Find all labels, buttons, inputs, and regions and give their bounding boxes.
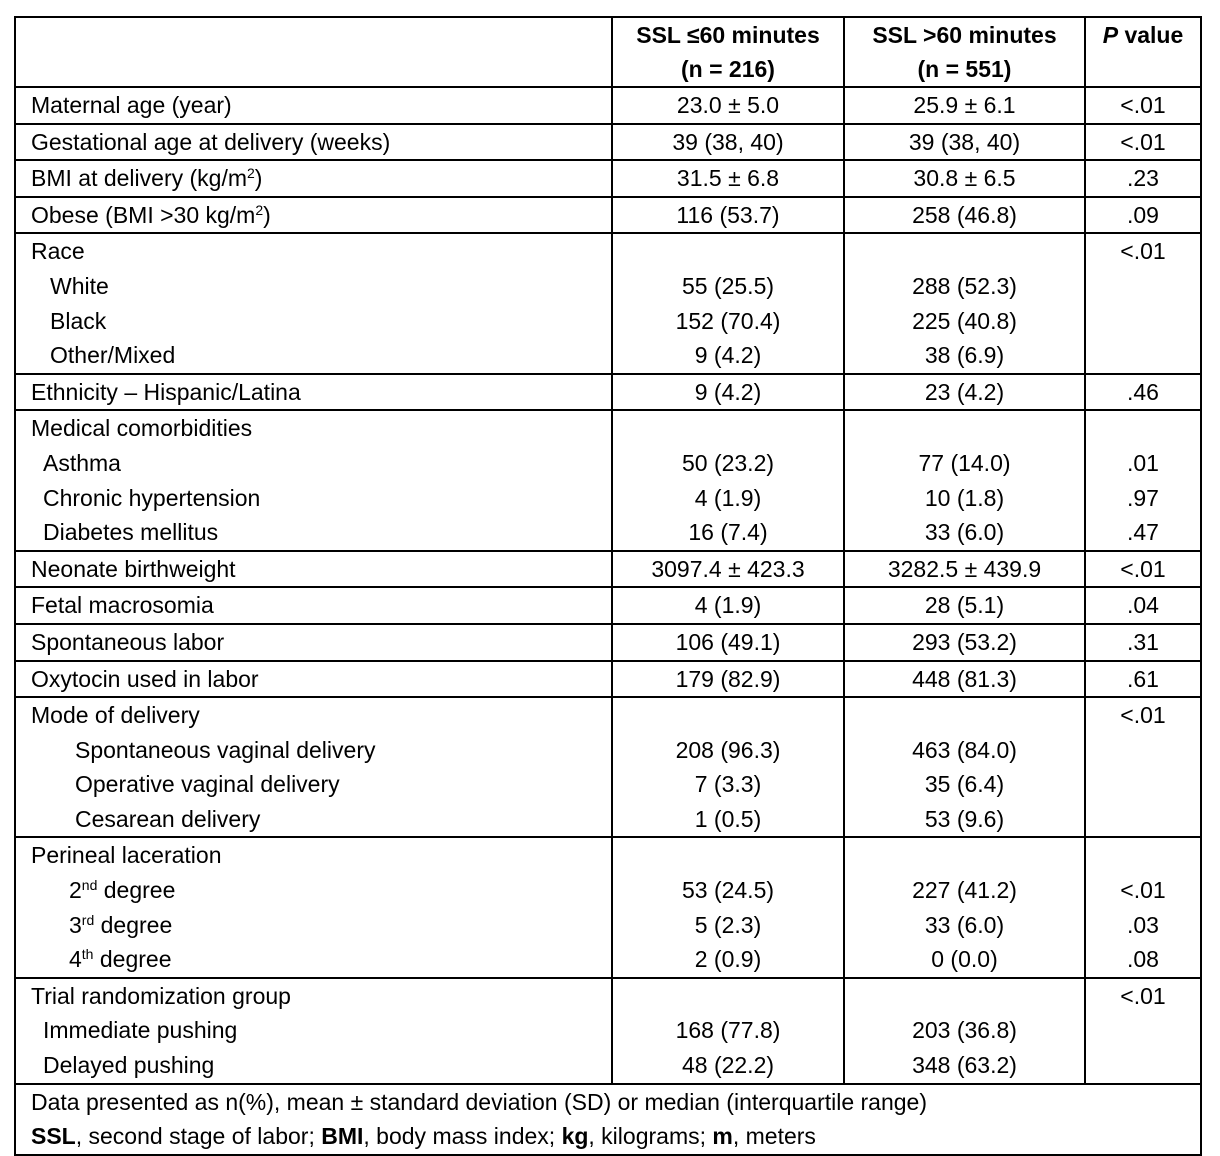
superscript: th xyxy=(81,946,94,963)
cell-group-b: 28 (5.1) xyxy=(844,587,1085,624)
header-group-b xyxy=(844,17,1085,87)
cell-group-a: 168 (77.8) xyxy=(612,1013,844,1048)
row-label: Fetal macrosomia xyxy=(15,587,612,624)
row-label: Medical comorbidities xyxy=(15,410,612,446)
cell-p-value: .23 xyxy=(1085,160,1201,197)
cell-p-value: .47 xyxy=(1085,515,1201,551)
abbr-def: , body mass index; xyxy=(363,1123,562,1150)
cell-group-a: 31.5 ± 6.8 xyxy=(612,160,844,197)
table-row xyxy=(15,802,1201,838)
table-container xyxy=(14,16,1200,1156)
cell-group-a: 179 (82.9) xyxy=(612,661,844,698)
cell-p-value: <.01 xyxy=(1085,978,1201,1014)
table-row xyxy=(15,624,1201,661)
cell-p-value: .04 xyxy=(1085,587,1201,624)
row-label: Perineal laceration xyxy=(15,837,612,873)
row-label xyxy=(15,873,612,908)
row-label-text: ) xyxy=(263,201,271,228)
cell-p-value: .08 xyxy=(1085,942,1201,978)
table-row xyxy=(15,124,1201,161)
superscript: 2 xyxy=(255,201,264,218)
cell-group-b: 258 (46.8) xyxy=(844,197,1085,234)
cell-group-a: 9 (4.2) xyxy=(612,374,844,411)
cell-group-a: 116 (53.7) xyxy=(612,197,844,234)
table-row xyxy=(15,304,1201,339)
cell-group-b xyxy=(844,837,1085,873)
abbr-def: , kilograms; xyxy=(588,1123,713,1150)
cell-group-b: 448 (81.3) xyxy=(844,661,1085,698)
cell-group-a: 5 (2.3) xyxy=(612,908,844,943)
cell-group-b xyxy=(844,410,1085,446)
header-p-italic: P xyxy=(1102,22,1119,48)
row-label: Mode of delivery xyxy=(15,697,612,733)
header-p-value xyxy=(1085,17,1201,87)
cell-p-value: .61 xyxy=(1085,661,1201,698)
cell-group-b: 348 (63.2) xyxy=(844,1048,1085,1084)
footnote xyxy=(15,1084,1201,1155)
cell-p-value: <.01 xyxy=(1085,87,1201,124)
row-label: Race xyxy=(15,233,612,269)
cell-group-b: 30.8 ± 6.5 xyxy=(844,160,1085,197)
footnote-abbreviations xyxy=(31,1119,1200,1154)
table-row xyxy=(15,587,1201,624)
cell-p-value xyxy=(1085,304,1201,339)
abbr-term: SSL xyxy=(31,1123,76,1150)
abbr-term: BMI xyxy=(321,1123,364,1150)
cell-p-value: <.01 xyxy=(1085,697,1201,733)
cell-group-b: 288 (52.3) xyxy=(844,269,1085,304)
cell-group-a xyxy=(612,233,844,269)
cell-p-value xyxy=(1085,733,1201,768)
cell-group-b xyxy=(844,233,1085,269)
row-label-text: degree xyxy=(94,911,173,938)
table-row xyxy=(15,446,1201,481)
cell-group-b xyxy=(844,978,1085,1014)
row-label: Black xyxy=(15,304,612,339)
row-label-text: Obese (BMI >30 kg/m xyxy=(31,201,256,228)
row-label: Delayed pushing xyxy=(15,1048,612,1084)
cell-group-b: 39 (38, 40) xyxy=(844,124,1085,161)
superscript: 2 xyxy=(247,165,255,182)
cell-group-b: 10 (1.8) xyxy=(844,481,1085,516)
cell-group-a: 39 (38, 40) xyxy=(612,124,844,161)
cell-group-b: 225 (40.8) xyxy=(844,304,1085,339)
cell-p-value: .01 xyxy=(1085,446,1201,481)
cell-group-b: 33 (6.0) xyxy=(844,908,1085,943)
cell-p-value xyxy=(1085,269,1201,304)
table-row xyxy=(15,1048,1201,1084)
cell-group-a: 4 (1.9) xyxy=(612,587,844,624)
row-label: Cesarean delivery xyxy=(15,802,612,838)
row-label: Gestational age at delivery (weeks) xyxy=(15,124,612,161)
cell-group-a: 3097.4 ± 423.3 xyxy=(612,551,844,588)
row-label: Oxytocin used in labor xyxy=(15,661,612,698)
row-label: Maternal age (year) xyxy=(15,87,612,124)
table-row xyxy=(15,733,1201,768)
cell-group-b: 227 (41.2) xyxy=(844,873,1085,908)
row-label: Asthma xyxy=(15,446,612,481)
table-row xyxy=(15,269,1201,304)
cell-group-b: 463 (84.0) xyxy=(844,733,1085,768)
header-p-rest: value xyxy=(1118,22,1184,48)
row-label-text: 2 xyxy=(69,877,82,904)
row-label: Operative vaginal delivery xyxy=(15,767,612,802)
cell-group-b: 293 (53.2) xyxy=(844,624,1085,661)
row-label-text: degree xyxy=(97,877,176,904)
cell-group-a: 2 (0.9) xyxy=(612,942,844,978)
table-footer xyxy=(15,1084,1201,1155)
table-row xyxy=(15,233,1201,269)
row-label xyxy=(15,197,612,234)
cell-p-value: <.01 xyxy=(1085,233,1201,269)
cell-group-b: 203 (36.8) xyxy=(844,1013,1085,1048)
table-row xyxy=(15,374,1201,411)
footnote-data-presentation: Data presented as n(%), mean ± standard deviation (SD) or median (interquartile range) xyxy=(31,1088,928,1115)
table-row xyxy=(15,661,1201,698)
header-group-a-n: (n = 216) xyxy=(681,56,775,82)
superscript: rd xyxy=(81,911,95,928)
row-label-text: 4 xyxy=(69,946,82,973)
cell-p-value xyxy=(1085,410,1201,446)
header-group-b-n: (n = 551) xyxy=(917,56,1012,82)
header-group-a-title: SSL ≤60 minutes xyxy=(636,22,820,48)
characteristics-table xyxy=(14,16,1202,1156)
table-row xyxy=(15,160,1201,197)
header-blank xyxy=(15,17,612,87)
cell-group-b: 77 (14.0) xyxy=(844,446,1085,481)
cell-group-a xyxy=(612,978,844,1014)
row-label: Immediate pushing xyxy=(15,1013,612,1048)
table-row xyxy=(15,338,1201,374)
cell-group-b: 25.9 ± 6.1 xyxy=(844,87,1085,124)
row-label-text: BMI at delivery (kg/m xyxy=(31,165,247,192)
abbr-term: kg xyxy=(561,1123,589,1150)
cell-p-value: <.01 xyxy=(1085,551,1201,588)
table-row xyxy=(15,942,1201,978)
table-row xyxy=(15,515,1201,551)
cell-p-value: .46 xyxy=(1085,374,1201,411)
cell-p-value xyxy=(1085,1048,1201,1084)
row-label: Diabetes mellitus xyxy=(15,515,612,551)
table-row xyxy=(15,87,1201,124)
table-row xyxy=(15,1013,1201,1048)
table-row xyxy=(15,873,1201,908)
cell-p-value xyxy=(1085,837,1201,873)
row-label: Ethnicity – Hispanic/Latina xyxy=(15,374,612,411)
table-row xyxy=(15,767,1201,802)
table-row xyxy=(15,978,1201,1014)
cell-group-a: 23.0 ± 5.0 xyxy=(612,87,844,124)
cell-group-b xyxy=(844,697,1085,733)
abbr-def: , meters xyxy=(732,1123,816,1150)
cell-p-value: .03 xyxy=(1085,908,1201,943)
header-group-a xyxy=(612,17,844,87)
abbr-def: , second stage of labor; xyxy=(75,1123,322,1150)
cell-group-b: 35 (6.4) xyxy=(844,767,1085,802)
row-label: Spontaneous labor xyxy=(15,624,612,661)
cell-p-value: <.01 xyxy=(1085,124,1201,161)
cell-group-b: 33 (6.0) xyxy=(844,515,1085,551)
row-label xyxy=(15,908,612,943)
cell-p-value: .31 xyxy=(1085,624,1201,661)
row-label: Spontaneous vaginal delivery xyxy=(15,733,612,768)
table-row xyxy=(15,197,1201,234)
cell-p-value: <.01 xyxy=(1085,873,1201,908)
cell-group-a: 106 (49.1) xyxy=(612,624,844,661)
cell-group-a xyxy=(612,837,844,873)
cell-p-value xyxy=(1085,802,1201,838)
cell-p-value xyxy=(1085,767,1201,802)
cell-group-a: 208 (96.3) xyxy=(612,733,844,768)
cell-group-b: 38 (6.9) xyxy=(844,338,1085,374)
header-row xyxy=(15,17,1201,87)
table-row xyxy=(15,410,1201,446)
cell-group-a: 53 (24.5) xyxy=(612,873,844,908)
cell-p-value: .09 xyxy=(1085,197,1201,234)
table-row xyxy=(15,481,1201,516)
superscript: nd xyxy=(81,877,98,894)
cell-group-b: 53 (9.6) xyxy=(844,802,1085,838)
cell-p-value: .97 xyxy=(1085,481,1201,516)
row-label: White xyxy=(15,269,612,304)
cell-group-a: 48 (22.2) xyxy=(612,1048,844,1084)
row-label: Chronic hypertension xyxy=(15,481,612,516)
table-row xyxy=(15,551,1201,588)
cell-group-b: 23 (4.2) xyxy=(844,374,1085,411)
cell-group-a: 16 (7.4) xyxy=(612,515,844,551)
cell-group-a: 55 (25.5) xyxy=(612,269,844,304)
row-label: Other/Mixed xyxy=(15,338,612,374)
cell-group-a xyxy=(612,697,844,733)
table-row xyxy=(15,908,1201,943)
header-group-b-title: SSL >60 minutes xyxy=(872,22,1057,48)
row-label: Neonate birthweight xyxy=(15,551,612,588)
cell-group-a: 50 (23.2) xyxy=(612,446,844,481)
cell-group-b: 3282.5 ± 439.9 xyxy=(844,551,1085,588)
row-label xyxy=(15,160,612,197)
row-label xyxy=(15,942,612,978)
row-label-text: 3 xyxy=(69,911,82,938)
cell-group-a: 152 (70.4) xyxy=(612,304,844,339)
abbr-term: m xyxy=(712,1123,733,1150)
cell-group-a: 1 (0.5) xyxy=(612,802,844,838)
table-row xyxy=(15,837,1201,873)
cell-group-a: 9 (4.2) xyxy=(612,338,844,374)
cell-group-a: 7 (3.3) xyxy=(612,767,844,802)
row-label-text: degree xyxy=(93,946,172,973)
cell-p-value xyxy=(1085,338,1201,374)
cell-group-a: 4 (1.9) xyxy=(612,481,844,516)
cell-group-b: 0 (0.0) xyxy=(844,942,1085,978)
cell-p-value xyxy=(1085,1013,1201,1048)
row-label: Trial randomization group xyxy=(15,978,612,1014)
row-label-text: ) xyxy=(254,165,263,192)
cell-group-a xyxy=(612,410,844,446)
table-row xyxy=(15,697,1201,733)
